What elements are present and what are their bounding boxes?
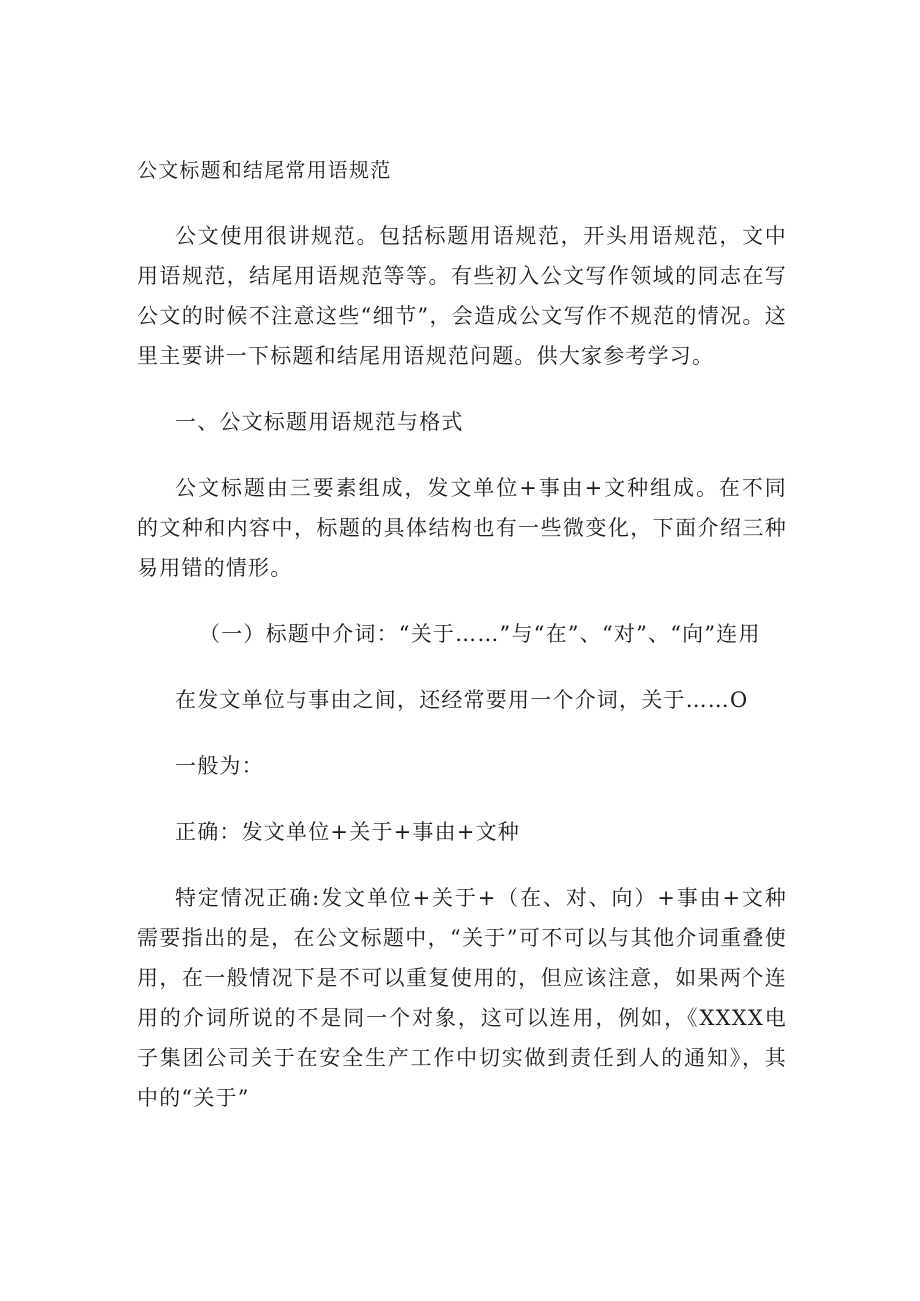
paragraph-title-elements: 公文标题由三要素组成，发文单位+事由+文种组成。在不同的文种和内容中，标题的具体结构也有一些微变化，下面介绍三种易用错的情形。 (137, 476, 787, 580)
paragraph-special-case: 特定情况正确:发文单位+关于+（在、对、向）+事由+文种需要指出的是，在公文标题中，“关于”可不可以与其他介词重叠使用，在一般情况下是不可以重复使用的，但应该注意，如果两个连用的介词所说的不是同一个对象，这可以连用，例如，《XXXX电子集团公司关于在安全生产工作中切实做到责任到人的通知》，其中的“关于” (137, 886, 787, 1110)
paragraph-general: 一般为： (175, 754, 264, 778)
document-body (137, 150, 787, 1118)
document-title: 公文标题和结尾常用语规范 (137, 158, 392, 182)
paragraph-correct-format: 正确：发文单位+关于+事由+文种 (175, 820, 520, 844)
subsection-heading-1: （一）标题中介词：“关于……”与“在”、“对”、“向”连用 (199, 622, 761, 646)
paragraph-intro: 公文使用很讲规范。包括标题用语规范，开头用语规范，文中用语规范，结尾用语规范等等。有些初入公文写作领域的同志在写公文的时候不注意这些“细节”，会造成公文写作不规范的情况。这里主要讲一下标题和结尾用语规范问题。供大家参考学习。 (137, 224, 787, 368)
paragraph-preposition: 在发文单位与事由之间，还经常要用一个介词，关于……O (175, 688, 749, 712)
section-heading-1: 一、公文标题用语规范与格式 (175, 410, 464, 434)
